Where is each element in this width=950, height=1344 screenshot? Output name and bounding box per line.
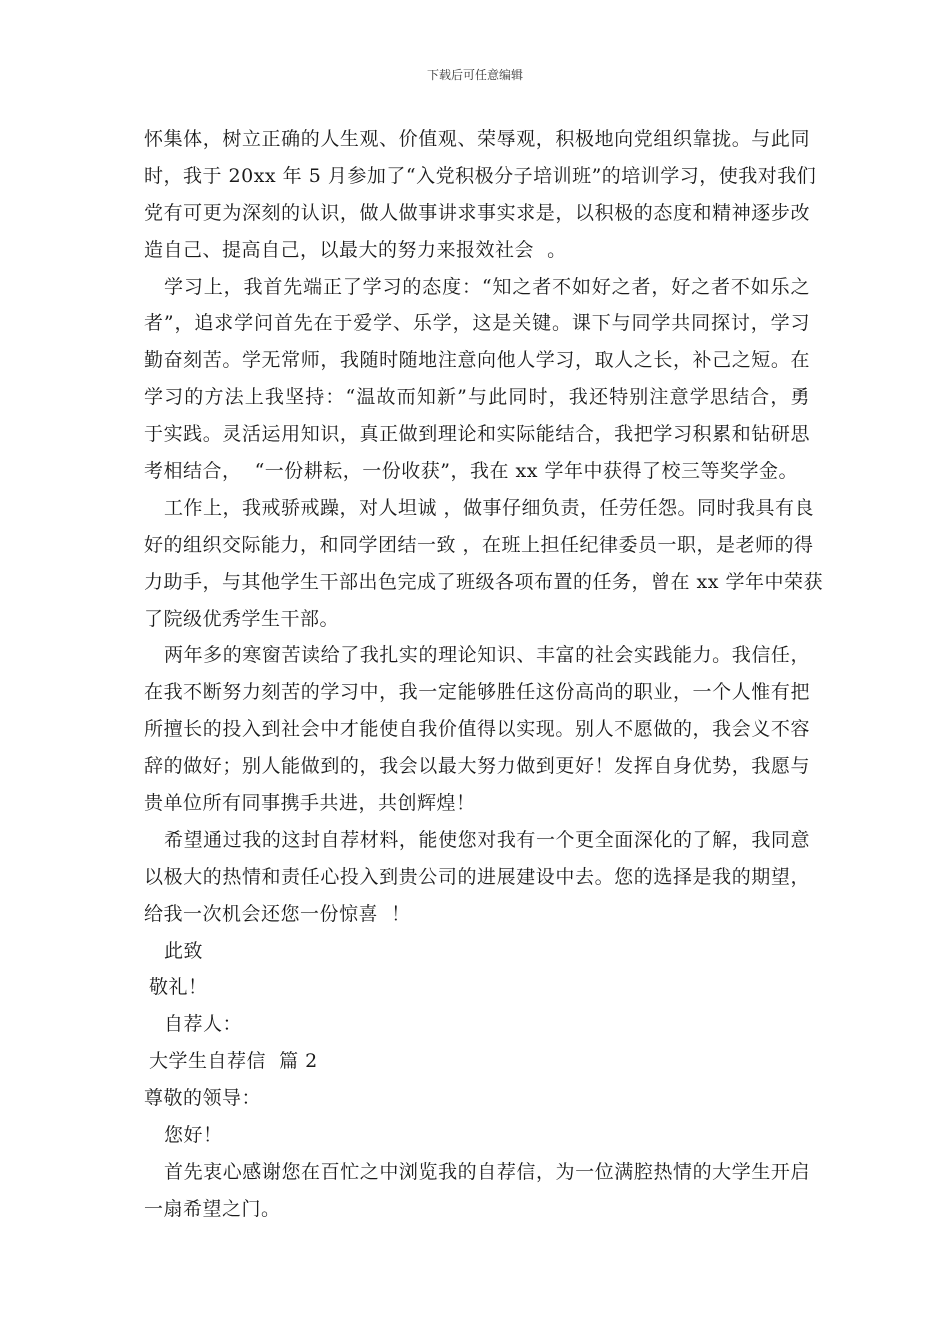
document-body bbox=[144, 121, 824, 1228]
text-line: 力助手，与其他学生干部出色完成了班级各项布置的任务，曾在 xx 学年中荣获 bbox=[144, 570, 824, 593]
closing-salutation: 此致 bbox=[164, 939, 204, 962]
text-line: 学习上，我首先端正了学习的态度：“知之者不如好之者，好之者不如乐之 bbox=[164, 275, 810, 298]
text-line: 怀集体，树立正确的人生观、价值观、荣辱观，积极地向党组织靠拢。与此同 bbox=[144, 128, 810, 150]
text-line: 希望通过我的这封自荐材料，能使您对我有一个更全面深化的了解，我同意 bbox=[164, 828, 810, 851]
text-line: 在我不断努力刻苦的学习中，我一定能够胜任这份高尚的职业，一个人惟有把 bbox=[144, 681, 810, 704]
text-line: 辞的做好；别人能做到的，我会以最大努力做到更好！发挥自身优势，我愿与 bbox=[144, 755, 810, 778]
text-line: 好的组织交际能力，和同学团结一致 ，在班上担任纪律委员一职，是老师的得 bbox=[144, 533, 814, 556]
text-line: 工作上，我戒骄戒躁，对人坦诚 ，做事仔细负责，任劳任怨。同时我具有良 bbox=[164, 496, 815, 519]
text-line: 给我一次机会还您一份惊喜 ！ bbox=[144, 902, 411, 925]
text-line: 于实践。灵活运用知识，真正做到理论和实际能结合，我把学习积累和钻研思 bbox=[144, 423, 810, 446]
text-line: 时，我于 20xx 年 5 月参加了“入党积极分子培训班”的培训学习，使我对我们 bbox=[144, 164, 817, 187]
text-line: 造自己、提高自己，以最大的努力来报效社会 。 bbox=[144, 238, 567, 261]
text-line: 党有可更为深刻的认识，做人做事讲求事实求是，以积极的态度和精神逐步改 bbox=[144, 201, 810, 224]
greeting-hello: 您好！ bbox=[164, 1124, 223, 1147]
text-line: 首先衷心感谢您在百忙之中浏览我的自荐信，为一位满腔热情的大学生开启 bbox=[164, 1160, 810, 1183]
text-line: 贵单位所有同事携手共进，共创辉煌！ bbox=[144, 792, 476, 815]
text-line: 了院级优秀学生干部。 bbox=[144, 607, 340, 630]
text-line: 勤奋刻苦。学无常师，我随时随地注意向他人学习，取人之长，补己之短。在 bbox=[144, 349, 810, 372]
page-header: 下载后可任意编辑 bbox=[426, 68, 523, 82]
text-line: 以极大的热情和责任心投入到贵公司的进展建设中去。您的选择是我的期望， bbox=[144, 865, 810, 888]
closing-regards: 敬礼！ bbox=[149, 976, 208, 999]
text-line: 考相结合， “一份耕耘，一份收获”，我在 xx 学年中获得了校三等奖学金。 bbox=[144, 460, 799, 483]
text-line: 一扇希望之门。 bbox=[144, 1197, 281, 1220]
text-line: 两年多的寒窗苦读给了我扎实的理论知识、丰富的社会实践能力。我信任， bbox=[164, 644, 810, 667]
text-line: 所擅长的投入到社会中才能使自我价值得以实现。别人不愿做的，我会义不容 bbox=[144, 718, 810, 741]
text-line: 者”，追求学问首先在于爱学、乐学，这是关键。课下与同学共同探讨，学习 bbox=[144, 312, 810, 335]
text-line: 学习的方法上我坚持：“温故而知新”与此同时，我还特别注意学思结合，勇 bbox=[144, 386, 810, 409]
greeting-recipient: 尊敬的领导： bbox=[144, 1087, 262, 1110]
signature-label: 自荐人： bbox=[164, 1013, 243, 1036]
section-title: 大学生自荐信 篇 2 bbox=[149, 1050, 318, 1073]
